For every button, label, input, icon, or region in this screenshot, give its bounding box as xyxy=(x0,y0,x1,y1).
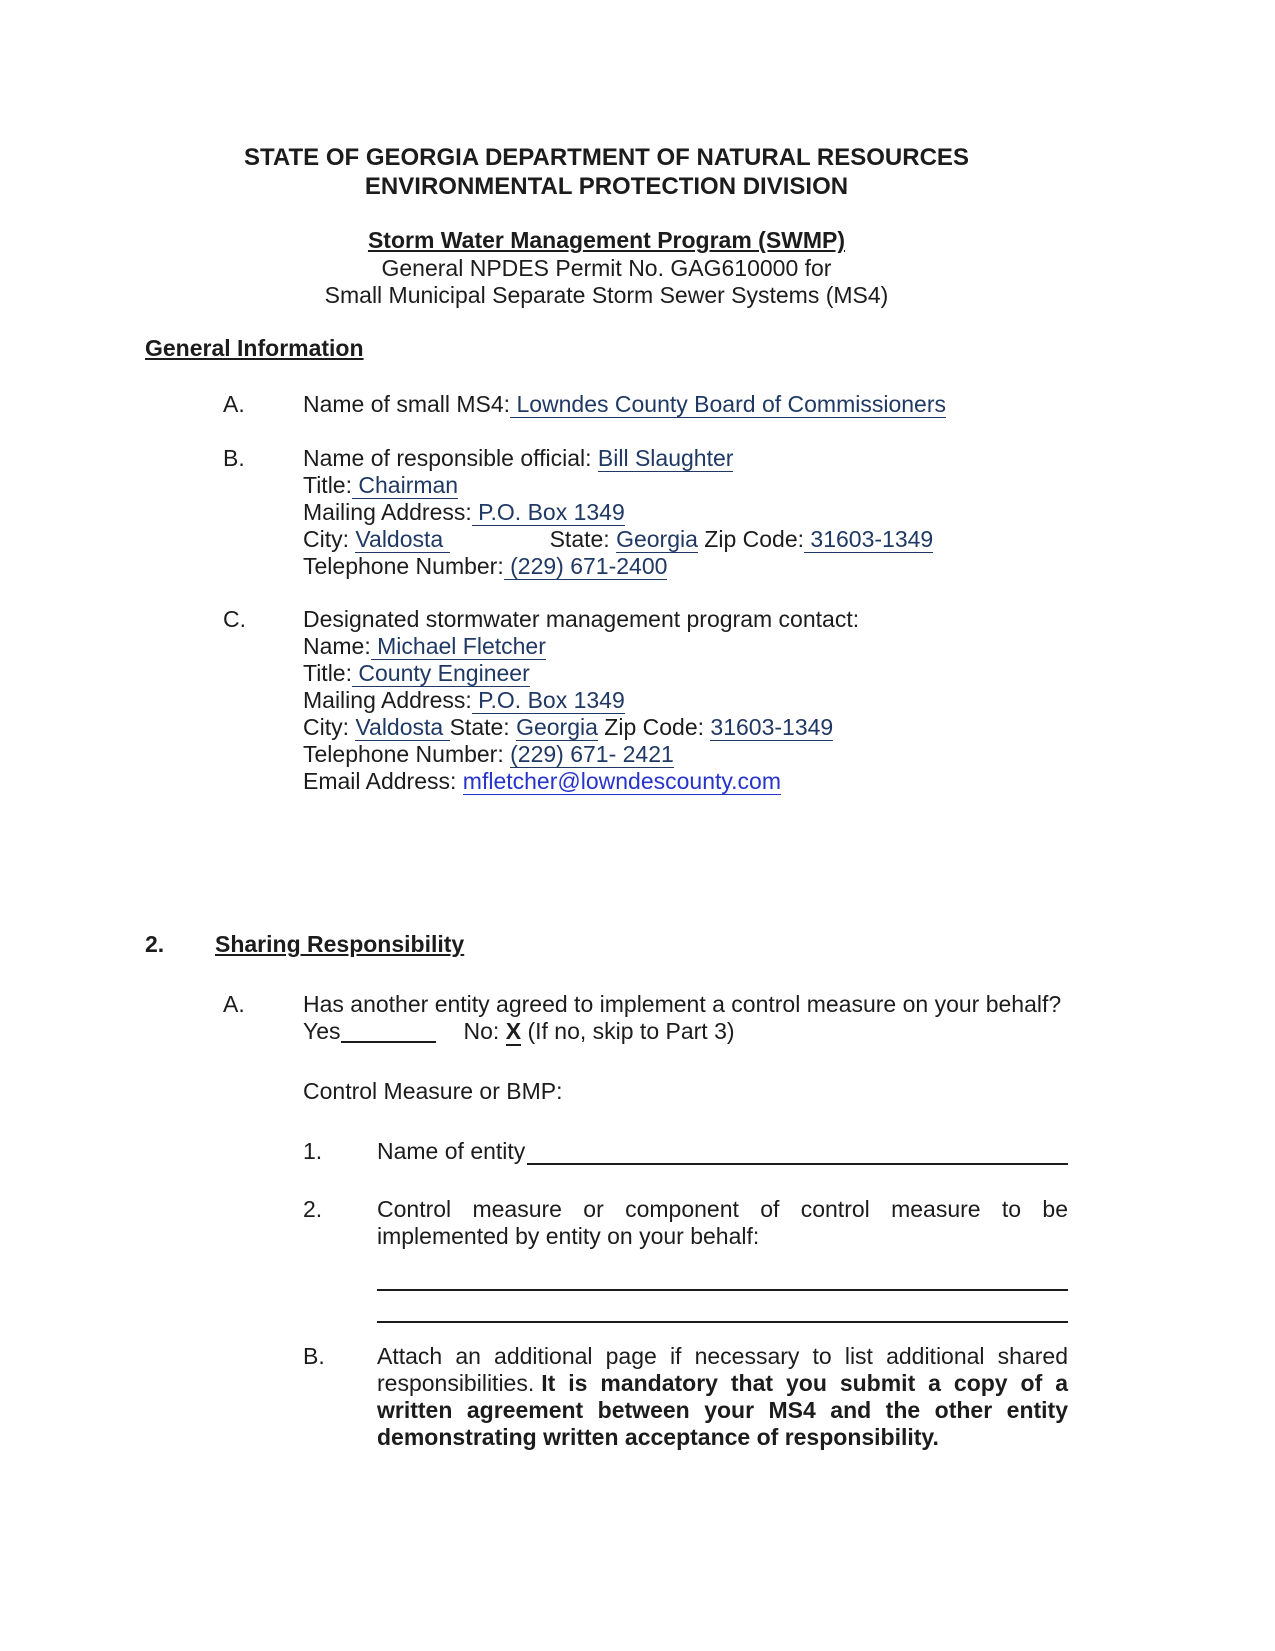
contact-email-line xyxy=(303,768,1068,795)
contact-city-label: City: xyxy=(303,714,356,740)
sub-item-2-text: Control measure or component of control measure to be implemented by entity on your behalf: xyxy=(377,1196,1068,1249)
general-information-heading: General Information xyxy=(145,335,364,361)
contact-phone-value: (229) 671- 2421 xyxy=(510,741,674,767)
entity-name-label: Name of entity xyxy=(377,1138,526,1164)
contact-phone-line xyxy=(303,741,1068,768)
control-measure-label: Control Measure or BMP: xyxy=(303,1078,563,1104)
sub-item-1-body xyxy=(377,1138,1068,1165)
contact-city-line xyxy=(303,714,1068,741)
gi-item-a xyxy=(145,391,1068,418)
no-label: No: xyxy=(463,1018,506,1044)
official-zip-value: 31603-1349 xyxy=(804,526,934,552)
contact-title-label: Title: xyxy=(303,660,352,686)
entity-name-blank-field xyxy=(527,1138,1068,1165)
ms4-name-value: Lowndes County Board of Commissioners xyxy=(510,391,946,417)
permit-number-line: General NPDES Permit No. GAG610000 for xyxy=(381,255,832,281)
sharing-item-b-letter: B. xyxy=(303,1343,325,1369)
sub-item-2 xyxy=(303,1196,1068,1250)
official-phone-line xyxy=(303,553,1068,580)
official-phone-label: Telephone Number: xyxy=(303,553,504,579)
contact-zip-label: Zip Code: xyxy=(597,714,711,740)
contact-state-value: Georgia xyxy=(516,714,598,740)
dept-header-line1: STATE OF GEORGIA DEPARTMENT OF NATURAL RESOURCES xyxy=(244,144,969,171)
dept-header-line2: ENVIRONMENTAL PROTECTION DIVISION xyxy=(364,173,849,200)
contact-name-line xyxy=(303,633,1068,660)
official-state-label: State: xyxy=(549,526,617,552)
official-phone-value: (229) 671-2400 xyxy=(503,553,668,579)
sharing-item-a-body xyxy=(303,991,1068,1250)
control-measure-blank-line-1 xyxy=(377,1262,1068,1291)
contact-mailing-value: P.O. Box 1349 xyxy=(471,687,625,713)
gi-item-c xyxy=(145,606,1068,795)
no-suffix: (If no, skip to Part 3) xyxy=(521,1018,735,1044)
contact-title-line xyxy=(303,660,1068,687)
yes-blank-field xyxy=(341,1018,436,1043)
sharing-item-b xyxy=(145,1343,1068,1451)
sub-item-1-number: 1. xyxy=(303,1138,323,1164)
gi-item-c-letter: C. xyxy=(223,606,246,632)
sharing-item-a-letter: A. xyxy=(223,991,245,1017)
contact-title-value: County Engineer xyxy=(352,660,530,686)
contact-zip-value: 31603-1349 xyxy=(710,714,834,740)
sub-item-1 xyxy=(303,1138,1068,1165)
official-city-value: Valdosta xyxy=(355,526,450,552)
document-content xyxy=(145,143,1068,1451)
official-title-label: Title: xyxy=(303,472,352,498)
control-measure-blank-line-2 xyxy=(377,1294,1068,1323)
contact-email-link[interactable]: mfletcher@lowndescounty.com xyxy=(462,768,782,794)
official-state-value: Georgia xyxy=(616,526,698,552)
contact-phone-label: Telephone Number: xyxy=(303,741,511,767)
official-name-line xyxy=(303,445,1068,472)
official-mailing-value: P.O. Box 1349 xyxy=(471,499,625,525)
contact-mailing-label: Mailing Address: xyxy=(303,687,472,713)
ms4-name-label: Name of small MS4: xyxy=(303,391,511,417)
sharing-item-b-bold-text: It is mandatory that you submit a copy of a written agreement between your MS4 and the other entity demonstrating written acceptance of responsibility. xyxy=(377,1370,1068,1450)
section-2-number: 2. xyxy=(145,931,165,957)
section-2-heading: Sharing Responsibility xyxy=(215,931,465,957)
official-title-value: Chairman xyxy=(352,472,459,498)
sharing-item-b-text: Attach an additional page if necessary to list additional shared responsibilities. xyxy=(377,1343,1068,1396)
gi-item-b-body xyxy=(303,445,1068,580)
contact-city-value: Valdosta xyxy=(355,714,450,740)
official-name-value: Bill Slaughter xyxy=(597,445,734,471)
gi-item-b xyxy=(145,445,1068,580)
gi-item-a-letter: A. xyxy=(223,391,245,417)
contact-name-label: Name: xyxy=(303,633,371,659)
official-city-line xyxy=(303,526,1068,553)
official-zip-label: Zip Code: xyxy=(697,526,805,552)
yes-no-line xyxy=(303,1018,1068,1045)
official-mailing-label: Mailing Address: xyxy=(303,499,472,525)
gi-item-a-body xyxy=(303,391,1068,418)
contact-intro-line: Designated stormwater management program contact: xyxy=(303,606,860,632)
ms4-systems-line: Small Municipal Separate Storm Sewer Systems (MS4) xyxy=(324,282,889,308)
official-title-line xyxy=(303,472,1068,499)
contact-state-label: State: xyxy=(449,714,517,740)
official-name-label: Name of responsible official: xyxy=(303,445,598,471)
sub-item-2-number: 2. xyxy=(303,1196,323,1222)
no-answer-x: X xyxy=(505,1018,522,1044)
program-title: Storm Water Management Program (SWMP) xyxy=(367,227,846,253)
gi-item-b-letter: B. xyxy=(223,445,245,471)
sharing-question-line: Has another entity agreed to implement a control measure on your behalf? xyxy=(303,991,1062,1017)
section-2-heading-row xyxy=(145,931,1068,958)
contact-name-value: Michael Fletcher xyxy=(370,633,546,659)
gi-item-c-body xyxy=(303,606,1068,795)
contact-email-label: Email Address: xyxy=(303,768,463,794)
sharing-item-a xyxy=(145,991,1068,1250)
no-part xyxy=(464,1018,735,1044)
yes-label: Yes xyxy=(303,1018,341,1044)
sharing-item-b-body xyxy=(377,1343,1068,1451)
official-city-label: City: xyxy=(303,526,356,552)
contact-mailing-line xyxy=(303,687,1068,714)
official-mailing-line xyxy=(303,499,1068,526)
